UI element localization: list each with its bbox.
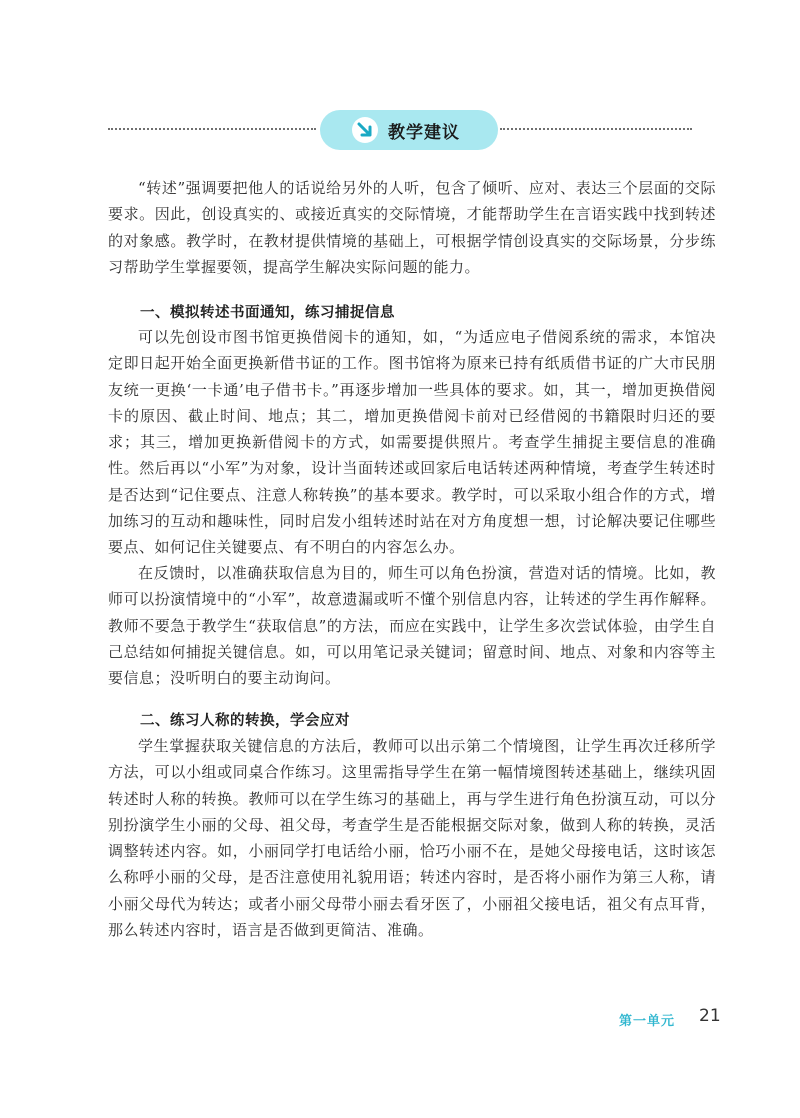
part1-paragraph-1: 可以先创设市图书馆更换借阅卡的通知，如，“为适应电子借阅系统的需求，本馆决定即日起开始全面更换新借书证的工作。图书馆将为原来已持有纸质借书证的广大市民朋友统一更换‘一卡通’电子借书卡。”再逐步增加一些具体的要求。如，其一，增加更换借阅卡的原因、截止时间、地点；其二，增加更换借阅卡前对已经借阅的书籍限时归还的要求；其三，增加更换新借阅卡的方式，如需要提供照片。考查学生捕捉主要信息的准确性。然后再以“小军”为对象，设计当面转述或回家后电话转述两种情境，考查学生转述时是否达到“记住要点、注意人称转换”的基本要求。教学时，可以采取小组合作的方式，增加练习的互动和趣味性，同时启发小组转述时站在对方角度想一想，讨论解决要记住哪些要点、如何记住关键要点、有不明白的内容怎么办。: [108, 328, 716, 557]
part1-paragraph-2: 在反馈时，以准确获取信息为目的，师生可以角色扮演，营造对话的情境。比如，教师可以扮演情境中的“小军”，故意遗漏或听不懂个别信息内容，让转述的学生再作解释。教师不要急于教学生“获取信息”的方法，而应在实践中，让学生多次尝试体验，由学生自己总结如何捕捉关键信息。如，可以用笔记录关键词；留意时间、地点、对象和内容等主要信息；没听明白的要主动询问。: [108, 564, 716, 688]
header-dotted-line-left: [108, 128, 316, 130]
part1-heading: 一、模拟转述书面通知，练习捕捉信息: [140, 305, 395, 321]
section-title-badge: [320, 110, 498, 150]
arrow-down-right-icon: [352, 117, 378, 143]
part2-paragraph-1: 学生掌握获取关键信息的方法后，教师可以出示第二个情境图，让学生再次迁移所学方法，可以小组或同桌合作练习。这里需指导学生在第一幅情境图转述基础上，继续巩固转述时人称的转换。教师可以在学生练习的基础上，再与学生进行角色扮演互动，可以分别扮演学生小丽的父母、祖父母，考查学生是否能根据交际对象，做到人称的转换，灵活调整转述内容。如，小丽同学打电话给小丽，恰巧小丽不在，是她父母接电话，这时该怎么称呼小丽的父母，是否注意使用礼貌用语；转述内容时，是否将小丽作为第三人称，请小丽父母代为转达；或者小丽父母带小丽去看牙医了，小丽祖父接电话，祖父有点耳背，那么转述内容时，语言是否做到更简洁、准确。: [108, 737, 716, 940]
footer-unit-label: 第一单元: [619, 1014, 676, 1029]
intro-paragraph: “转述”强调要把他人的话说给另外的人听，包含了倾听、应对、表达三个层面的交际要求。因此，创设真实的、或接近真实的交际情境，才能帮助学生在言语实践中找到转述的对象感。教学时，在教材提供情境的基础上，可根据学情创设真实的交际场景，分步练习帮助学生掌握要领，提高学生解决实际问题的能力。: [108, 179, 716, 276]
part2-heading: 二、练习人称的转换，学会应对: [140, 713, 350, 729]
header-dotted-line-right: [500, 128, 692, 130]
page-number: 21: [699, 1006, 721, 1026]
section-title: 教学建议: [388, 122, 460, 143]
